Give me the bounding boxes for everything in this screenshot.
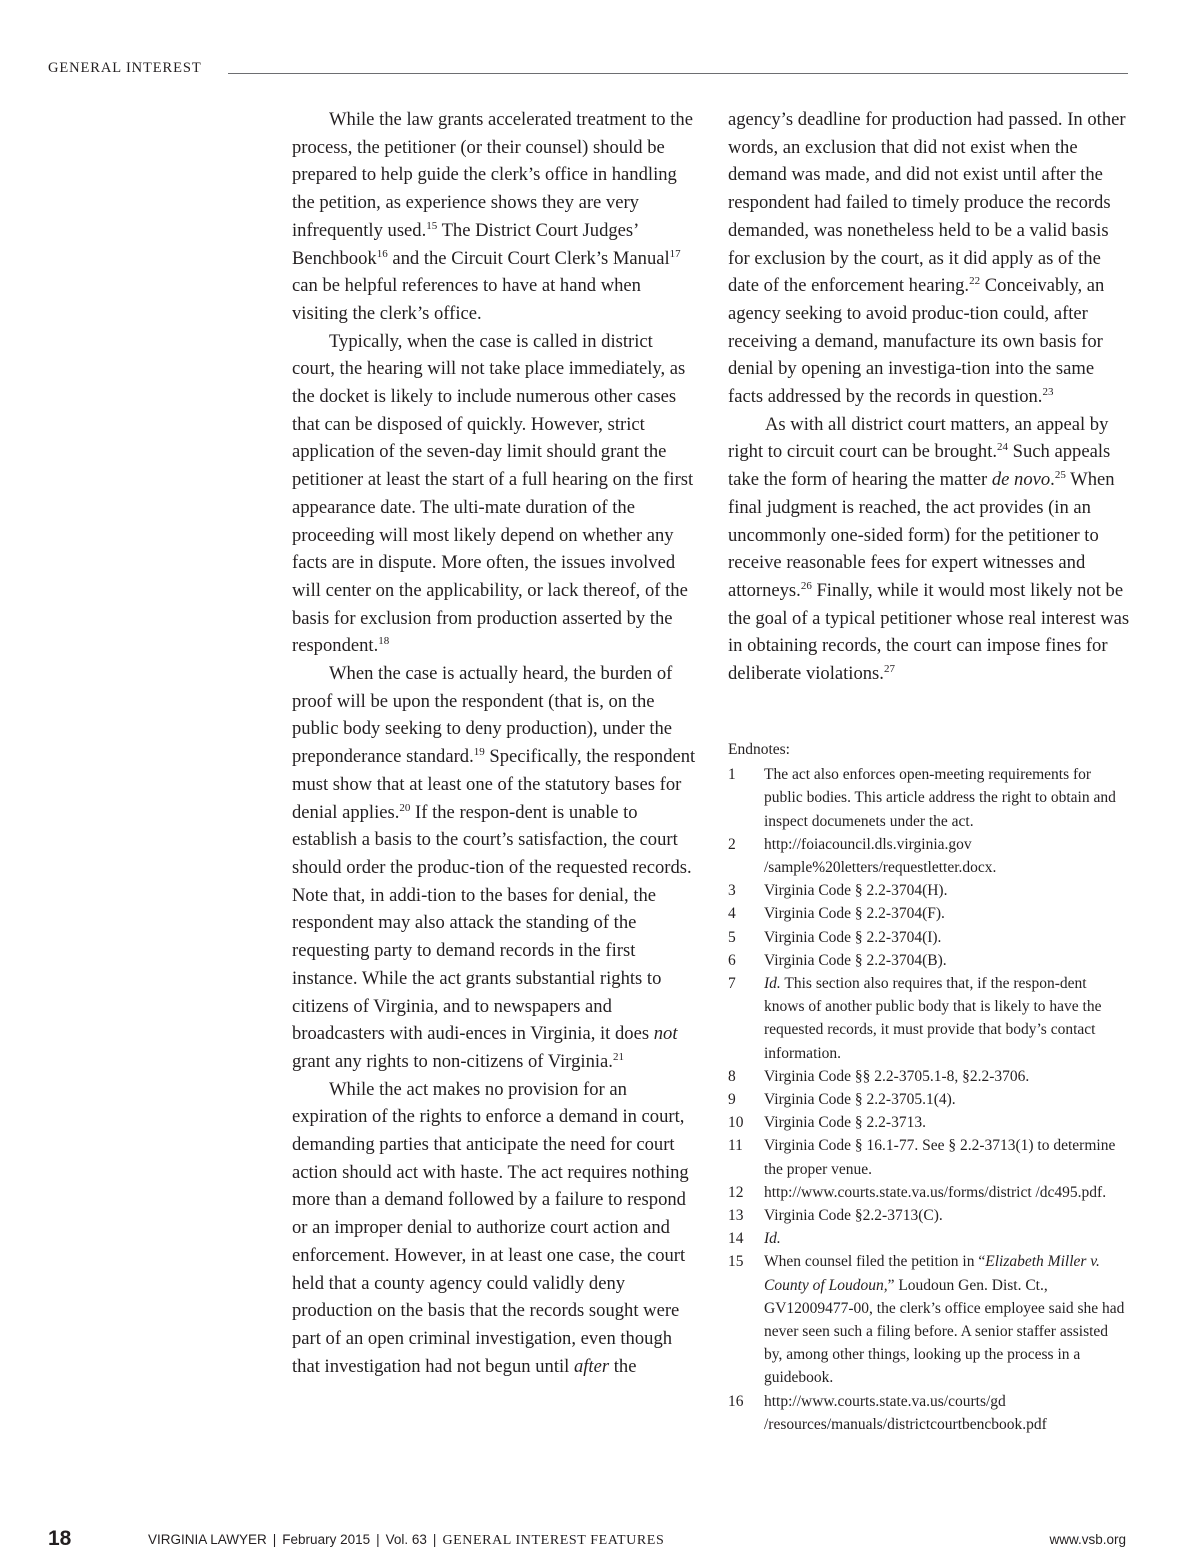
- endnote-text: Virginia Code §2.2-3713(C).: [764, 1207, 943, 1225]
- endnotes-list: [728, 763, 1130, 1436]
- footnote-ref: 26: [800, 579, 812, 592]
- volume: Vol. 63: [385, 1532, 427, 1547]
- endnote-text: The act also enforces open-meeting requirements for public bodies. This article address the right to obtain and inspect documenets under the act.: [764, 766, 1116, 830]
- endnote-item: [728, 972, 1130, 1065]
- endnote-text: Virginia Code § 2.2-3704(B).: [764, 951, 947, 969]
- separator: |: [272, 1532, 277, 1547]
- endnote-number: 15: [728, 1253, 744, 1271]
- endnote-text: http://www.courts.state.va.us/forms/district /dc495.pdf.: [764, 1183, 1107, 1201]
- endnotes: [728, 738, 1130, 1436]
- footnote-ref: 21: [612, 1050, 624, 1063]
- endnote-text: http://foiacouncil.dls.virginia.gov /sample%20letters/requestletter.docx.: [764, 835, 997, 877]
- endnote-number: 11: [728, 1137, 743, 1155]
- endnote-number: 14: [728, 1230, 744, 1248]
- page-footer: [48, 1527, 1128, 1555]
- endnote-item: [728, 763, 1130, 833]
- endnote-text: Id. This section also requires that, if the respon-dent knows of another public body that is likely to have the requested records, it must provide that body’s contact information.: [764, 975, 1102, 1062]
- publication-name: VIRGINIA LAWYER: [148, 1532, 267, 1547]
- endnote-item: [728, 1227, 1130, 1250]
- endnote-item: [728, 1390, 1130, 1436]
- endnote-text: Virginia Code § 2.2-3704(I).: [764, 928, 942, 946]
- endnote-number: 5: [728, 928, 736, 946]
- footnote-ref: 15: [426, 219, 438, 232]
- footnote-ref: 25: [1054, 469, 1066, 482]
- paragraph: As with all district court matters, an appeal by right to circuit court can be brought.$^{24}$ Such appeals take the form of hearing the matter de novo.$^{25}$ When final judgment is reached, the act provides (in an uncommonly one-sided form) for the petitioner to receive reasonable fees for expert witnesses and attorneys.$^{26}$ Finally, while it would most likely not be the goal of a typical petitioner whose real interest was in obtaining records, the court can impose fines for deliberate violations.$^{27}$: [728, 413, 1130, 685]
- footnote-ref: 22: [969, 275, 981, 288]
- separator: |: [376, 1532, 380, 1547]
- endnote-item: [728, 1111, 1130, 1134]
- endnote-number: 6: [728, 951, 736, 969]
- endnote-number: 12: [728, 1183, 744, 1201]
- footer-section: GENERAL INTEREST FEATURES: [442, 1533, 665, 1548]
- paragraph: While the law grants accelerated treatment to the process, the petitioner (or their counsel) should be prepared to help guide the clerk’s office in handling the petition, as experience shows they are very infrequently used.$^{15}$ The District Court Judges’ Benchbook$^{16}$ and the Circuit Court Clerk’s Manual$^{17}$ can be helpful references to have at hand when visiting the clerk’s office.: [292, 109, 693, 324]
- section-label: GENERAL INTEREST: [48, 60, 208, 77]
- endnote-item: [728, 1065, 1130, 1088]
- endnote-item: [728, 926, 1130, 949]
- endnotes-title: Endnotes:: [728, 741, 790, 758]
- endnote-number: 8: [728, 1067, 736, 1085]
- endnote-number: 4: [728, 905, 736, 923]
- endnote-item: [728, 1250, 1130, 1389]
- endnote-item: [728, 1088, 1130, 1111]
- endnote-text: Virginia Code § 2.2-3705.1(4).: [764, 1091, 956, 1109]
- endnote-number: 2: [728, 835, 736, 853]
- footnote-ref: 19: [473, 746, 485, 759]
- endnote-text: When counsel filed the petition in “Elizabeth Miller v. County of Loudoun,” Loudoun Gen. Dist. Ct., GV12009477-00, the clerk’s office employee said she had never seen such a filing before. A senior staffer assisted by, among other things, looking up the process in a guidebook.: [764, 1253, 1125, 1387]
- endnote-number: 3: [728, 882, 736, 900]
- page-number: 18: [48, 1527, 72, 1550]
- endnote-number: 16: [728, 1392, 744, 1410]
- running-header: [48, 58, 1128, 80]
- endnote-text: Virginia Code § 2.2-3704(H).: [764, 882, 948, 900]
- paragraph: While the act makes no provision for an expiration of the rights to enforce a demand in court, demanding parties that anticipate the need for court action should act with haste. The act requires nothing more than a demand followed by a failure to respond or an improper denial to authorize court action and enforcement. However, in at least one case, the court held that a county agency could validly deny production on the basis that the records sought were part of an open criminal investigation, even though that investigation had not begun until after the: [292, 1078, 689, 1377]
- endnote-text: Virginia Code §§ 2.2-3705.1-8, §2.2-3706.: [764, 1067, 1030, 1085]
- endnote-item: [728, 1204, 1130, 1227]
- footnote-ref: 20: [399, 801, 411, 814]
- header-rule: [228, 73, 1128, 74]
- endnote-text: http://www.courts.state.va.us/courts/gd /resources/manuals/districtcourtbencbook.pdf: [764, 1392, 1047, 1433]
- footnote-ref: 17: [669, 247, 681, 260]
- right-column: [728, 106, 1130, 688]
- footnote-ref: 16: [376, 247, 388, 260]
- endnote-number: 13: [728, 1207, 744, 1225]
- endnote-number: 1: [728, 766, 736, 784]
- endnote-item: [728, 833, 1130, 879]
- endnote-item: [728, 902, 1130, 925]
- endnote-number: 7: [728, 975, 736, 993]
- footnote-ref: 27: [883, 663, 895, 676]
- website-link[interactable]: www.vsb.org: [1049, 1532, 1126, 1547]
- endnote-number: 10: [728, 1114, 744, 1132]
- endnote-item: [728, 949, 1130, 972]
- endnote-item: [728, 879, 1130, 902]
- endnote-text: Virginia Code § 2.2-3713.: [764, 1114, 926, 1132]
- publication-line: [148, 1532, 664, 1549]
- separator: |: [432, 1532, 437, 1547]
- left-column: [292, 106, 696, 1380]
- endnote-text: Id.: [764, 1230, 781, 1248]
- paragraph: When the case is actually heard, the burden of proof will be upon the respondent (that is, on the public body seeking to deny production), under the preponderance standard.$^{19}$ Specifically, the respondent must show that at least one of the statutory bases for denial applies.$^{20}$ If the respon-dent is unable to establish a basis to the court’s satisfaction, the court should order the produc-tion of the requested records. Note that, in addi-tion to the bases for denial, the respondent may also attack the standing of the requesting party to demand records in the first instance. While the act grants substantial rights to citizens of Virginia, and to newspapers and broadcasters with audi-ences in Virginia, it does not grant any rights to non-citizens of Virginia.$^{21}$: [292, 663, 696, 1072]
- footnote-ref: 23: [1042, 386, 1054, 399]
- paragraph: agency’s deadline for production had passed. In other words, an exclusion that did not exist when the demand was made, and did not exist until after the respondent had failed to timely produce the records demanded, was nonetheless held to be a valid basis for exclusion by the court, as it did apply as of the date of the enforcement hearing.$^{22}$ Conceivably, an agency seeking to avoid produc-tion could, after receiving a demand, manufacture its own basis for denial by opening an investiga-tion into the same facts addressed by the records in question.$^{23}$: [728, 109, 1126, 408]
- endnote-item: [728, 1134, 1130, 1180]
- footnote-ref: 18: [378, 635, 390, 648]
- footnote-ref: 24: [997, 441, 1009, 454]
- paragraph: Typically, when the case is called in district court, the hearing will not take place immediately, as the docket is likely to include numerous other cases that can be disposed of quickly. However, strict application of the seven-day limit should grant the petitioner at least the start of a full hearing on the first appearance date. The ulti-mate duration of the proceeding will most likely depend on whether any facts are in dispute. More often, the issues involved will center on the applicability, or lack thereof, of the basis for exclusion from production asserted by the respondent.$^{18}$: [292, 330, 694, 657]
- endnote-item: [728, 1181, 1130, 1204]
- endnote-text: Virginia Code § 16.1-77. See § 2.2-3713(1) to determine the proper venue.: [764, 1137, 1116, 1178]
- endnote-number: 9: [728, 1091, 736, 1109]
- issue-date: February 2015: [282, 1532, 371, 1547]
- endnote-text: Virginia Code § 2.2-3704(F).: [764, 905, 945, 923]
